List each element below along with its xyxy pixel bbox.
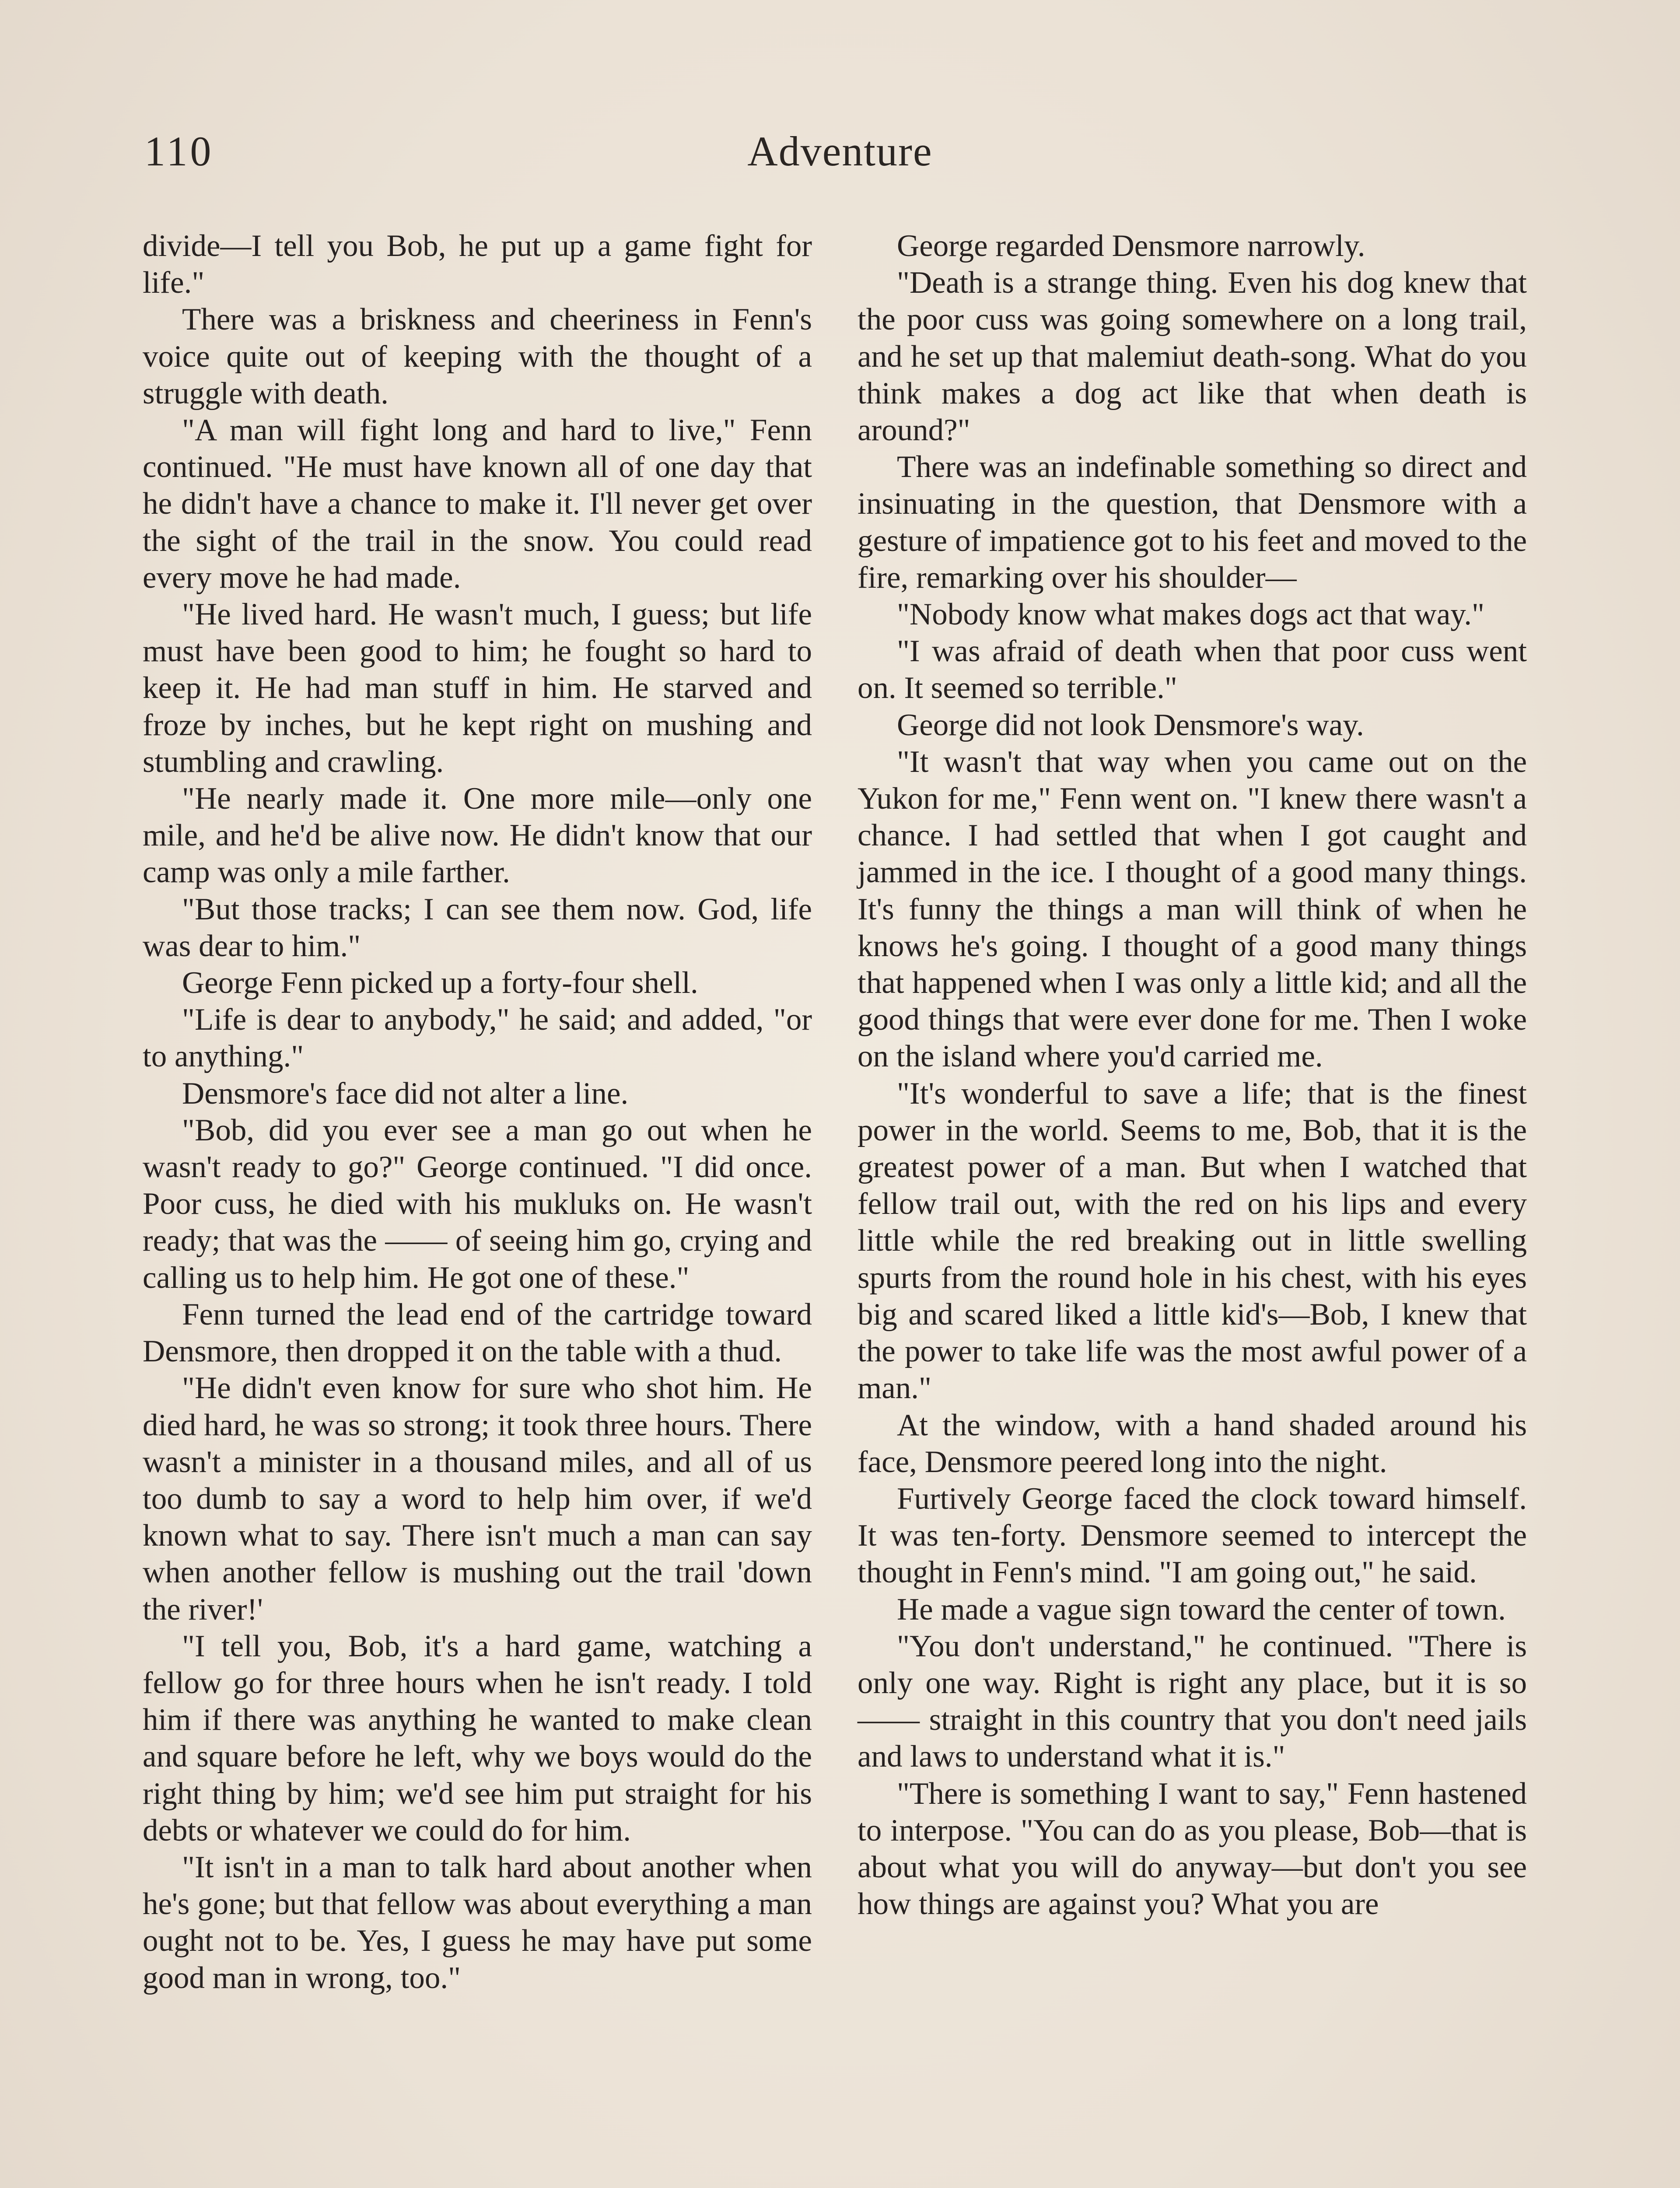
paragraph: "I tell you, Bob, it's a hard game, watching a fellow go for three hours when he isn't ready. I told him if there was anything he wanted to make clean and square before he left, why we boys would do the right thing by him; we'd see him put straight for his debts or whatever we could do for him. (143, 1629, 812, 1848)
left-text-column (143, 228, 812, 1996)
paragraph: There was an indefinable something so direct and insinuating in the question, that Densmore with a gesture of impatience got to his feet and moved to the fire, remarking over his shoulder— (858, 450, 1527, 595)
paragraph: George regarded Densmore narrowly. (897, 229, 1365, 263)
paragraph: "There is something I want to say," Fenn hastened to interpose. "You can do as you please, Bob—that is about what you will do anyway—but don't you see how things are against you? What you are (858, 1776, 1527, 1922)
paragraph: At the window, with a hand shaded around his face, Densmore peered long into the night. (858, 1408, 1527, 1479)
running-head (144, 127, 1536, 188)
paragraph: He made a vague sign toward the center of town. (897, 1592, 1506, 1627)
paragraph: George did not look Densmore's way. (897, 708, 1364, 742)
paragraph: Densmore's face did not alter a line. (182, 1076, 629, 1111)
paragraph: "Death is a strange thing. Even his dog knew that the poor cuss was going somewhere on a long trail, and he set up that malemiut death-song. What do you think makes a dog act like that when death is around?" (858, 266, 1527, 448)
paragraph: "It wasn't that way when you came out on the Yukon for me," Fenn went on. "I knew there wasn't a chance. I had settled that when I got caught and jammed in the ice. I thought of a good many things. It's funny the things a man will think of when he knows he's going. I thought of a good many things that happened when I was only a little kid; and all the good things that were ever done for me. Then I woke on the island where you'd carried me. (858, 744, 1527, 1074)
paragraph: divide—I tell you Bob, he put up a game fight for life." (143, 229, 812, 300)
page-number: 110 (144, 128, 214, 175)
paragraph: "He nearly made it. One more mile—only one mile, and he'd be alive now. He didn't know that our camp was only a mile farther. (143, 782, 812, 890)
magazine-title: Adventure (747, 128, 933, 175)
paragraph: "He lived hard. He wasn't much, I guess; but life must have been good to him; he fought so hard to keep it. He had man stuff in him. He starved and froze by inches, but he kept right on mushing and stumbling and crawling. (143, 597, 812, 779)
paragraph: "I was afraid of death when that poor cuss went on. It seemed so terrible." (858, 634, 1527, 705)
paragraph: There was a briskness and cheeriness in Fenn's voice quite out of keeping with the thought of a struggle with death. (143, 302, 812, 410)
paragraph: "A man will fight long and hard to live," Fenn continued. "He must have known all of one day that he didn't have a chance to make it. I'll never get over the sight of the trail in the snow. You could read every move he had made. (143, 413, 812, 595)
paragraph: "Bob, did you ever see a man go out when he wasn't ready to go?" George continued. "I did once. Poor cuss, he died with his mukluks on. He wasn't ready; that was the —— of seeing him go, crying and calling us to help him. He got one of these." (143, 1113, 812, 1295)
paragraph: "But those tracks; I can see them now. God, life was dear to him." (143, 892, 812, 963)
paragraph: Fenn turned the lead end of the cartridge toward Densmore, then dropped it on the table with a thud. (143, 1297, 812, 1369)
paragraph: "Life is dear to anybody," he said; and added, "or to anything." (143, 1003, 812, 1074)
paragraph: George Fenn picked up a forty-four shell. (182, 966, 698, 1000)
paragraph: "It isn't in a man to talk hard about another when he's gone; but that fellow was about everything a man ought not to be. Yes, I guess he may have put some good man in wrong, too." (143, 1850, 812, 1995)
paragraph: "He didn't even know for sure who shot him. He died hard, he was so strong; it took three hours. There wasn't a minister in a thousand miles, and all of us too dumb to say a word to help him over, if we'd known what to say. There isn't much a man can say when another fellow is mushing out the trail 'down the river!' (143, 1371, 812, 1627)
paragraph: "You don't understand," he continued. "There is only one way. Right is right any place, but it is so —— straight in this country that you don't need jails and laws to understand what it is." (858, 1629, 1527, 1774)
right-text-column (858, 228, 1527, 1922)
paragraph: "Nobody know what makes dogs act that way." (897, 597, 1484, 632)
paragraph: "It's wonderful to save a life; that is the finest power in the world. Seems to me, Bob, that it is the greatest power of a man. But when I watched that fellow trail out, with the red on his lips and every little while the red breaking out in little swelling spurts from the round hole in his chest, with his eyes big and scared liked a little kid's—Bob, I knew that the power to take life was the most awful power of a man." (858, 1076, 1527, 1406)
paragraph: Furtively George faced the clock toward himself. It was ten-forty. Densmore seemed to intercept the thought in Fenn's mind. "I am going out," he said. (858, 1481, 1527, 1590)
